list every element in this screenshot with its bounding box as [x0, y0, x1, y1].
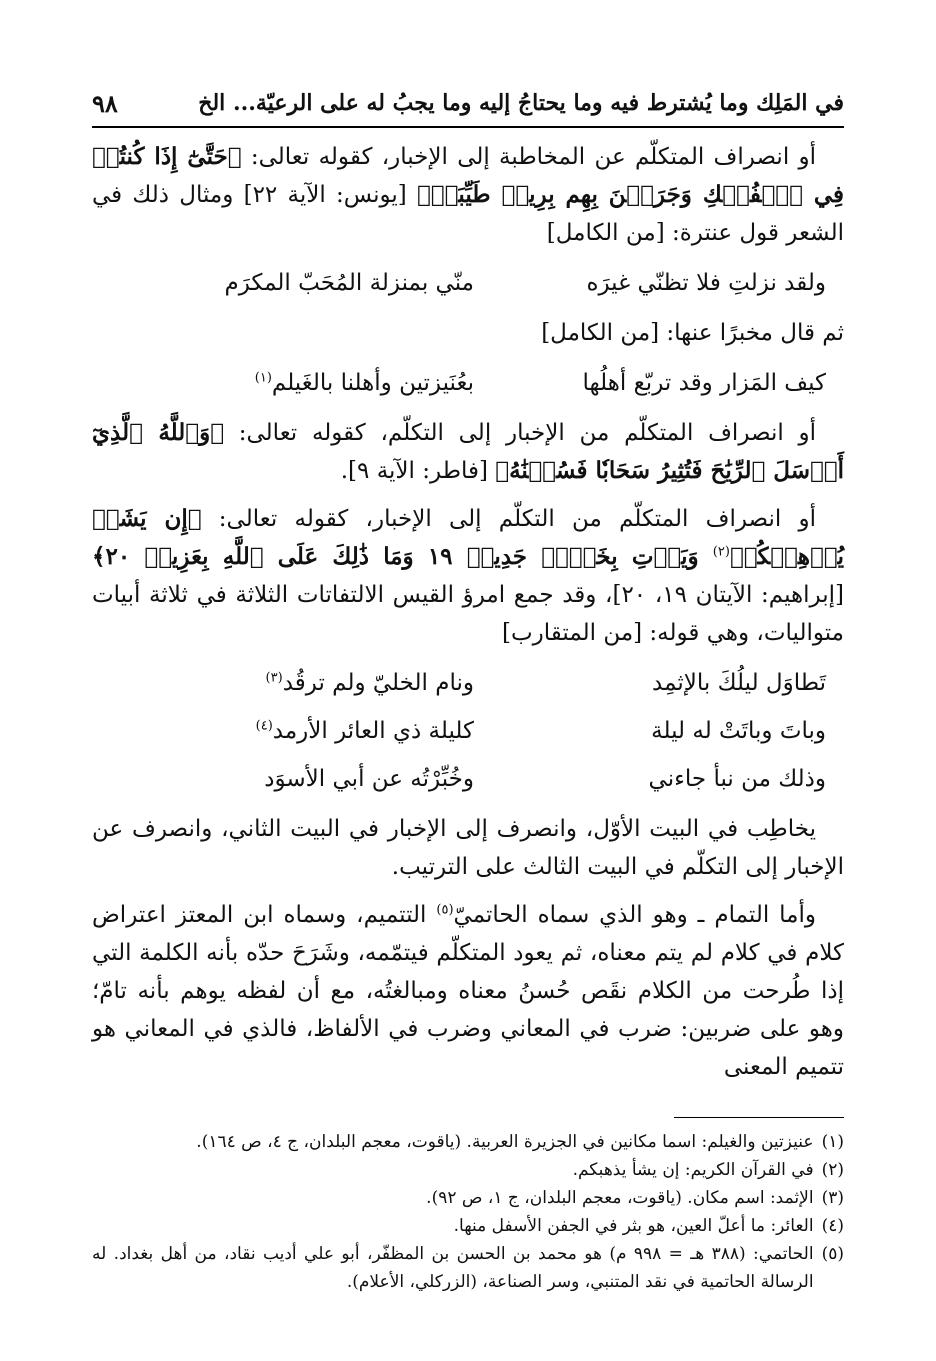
hemistich-second [158, 666, 474, 700]
footnote-text: العائر: ما أعلّ العين، هو بثر في الجفن الأسفل منها. [453, 1216, 814, 1236]
footnote-divider [674, 1117, 844, 1118]
paragraph-text: أو انصراف المتكلّم من التكلّم إلى الإخبار، كقوله تعالى: [201, 506, 816, 532]
paragraph-5: يخاطِب في البيت الأوّل، وانصرف إلى الإخبار في البيت الثاني، وانصرف عن الإخبار إلى التكلّم في البيت الثالث على الترتيب. [92, 816, 844, 880]
hemistich-first: تَطاوَل ليلُكَ بالإثمِد [652, 670, 826, 696]
footnote-text: الحاتمي: (٣٨٨ هـ = ٩٩٨ م) هو محمد بن الحسن بن المظفّر، أبو علي أديب نقاد، من أهل بغداد. له الرسالة الحاتمية في نقد المتنبي، وسر الصناعة، (الزركلي، الأعلام). [92, 1244, 814, 1292]
paragraph-1 [92, 138, 844, 252]
paragraph-text: أو انصراف المتكلّم عن المخاطبة إلى الإخبار، كقوله تعالى: [241, 144, 816, 170]
paragraph-6 [92, 896, 844, 1086]
hemistich-first: كيف المَزار وقد تربّع أهلُها [582, 370, 826, 396]
hemistich-text: ونام الخليّ ولم ترقُد [282, 670, 474, 696]
footnote-number: (٢) [821, 1160, 844, 1180]
quran-verse: ﴿وَٱللَّهُ ٱلَّذِيٓ أَرۡسَلَ ٱلرِّيَٰحَ فَتُثِيرُ سَحَابٗا فَسُقۡنَٰهُ﴾ [92, 419, 844, 484]
page-header [92, 80, 844, 128]
page-number: ٩٨ [92, 88, 118, 118]
hemistich-second [158, 714, 474, 748]
footnote-item [92, 1128, 844, 1156]
paragraph-text: [إبراهيم: الآيتان ١٩، ٢٠]، وقد جمع امرؤ القيس الالتفاتات الثلاثة في ثلاثة أبيات متواليات، وهي قوله: [من المتقارب] [92, 582, 845, 646]
hemistich-text: كليلة ذي العائر الأرمد [272, 718, 474, 744]
footnote-item [92, 1240, 844, 1296]
paragraph-text: وأما التمام ـ وهو الذي سماه الحاتميّ [453, 902, 817, 928]
hemistich-second: وخُبِّرْتُه عن أبي الأسوَد [264, 766, 474, 792]
main-text [92, 138, 844, 1096]
footnote-marker: (٣) [265, 670, 283, 686]
paragraph-text: [فاطر: الآية ٩]. [340, 458, 496, 484]
hemistich-first: وباتَ وباتَتْ له ليلة [651, 718, 826, 744]
hemistich-first: ولقد نزلتِ فلا تظنّي غيرَه [586, 270, 826, 296]
hemistich-second [158, 366, 474, 400]
quran-verse: ﴿إِن يَشَأۡ يُذۡهِبۡكُمۡ [92, 505, 844, 570]
poem-verse-2 [92, 366, 844, 400]
footnote-text: الإثمد: اسم مكان. (ياقوت، معجم البلدان، ج ١، ص ٩٢). [426, 1188, 814, 1208]
hemistich-second: منّي بمنزلة المُحَبّ المكرَم [224, 270, 474, 296]
paragraph-4 [92, 500, 844, 652]
poem-verse-3 [92, 666, 844, 700]
footnote-marker: (٢) [712, 544, 730, 560]
poem-verse-4 [92, 714, 844, 748]
poem-verse-1 [92, 266, 844, 300]
running-title: في المَلِك وما يُشترط فيه وما يحتاجُ إليه وما يجبُ له على الرعيّة... الخ [198, 90, 844, 116]
footnote-marker: (٥) [436, 902, 454, 918]
footnote-marker: (٤) [255, 718, 273, 734]
footnote-item [92, 1156, 844, 1184]
poem-verse-5 [92, 762, 844, 796]
paragraph-2: ثم قال مخبرًا عنها: [من الكامل] [541, 320, 844, 346]
paragraph-text: أو انصراف المتكلّم من الإخبار إلى التكلّم، كقوله تعالى: [224, 420, 816, 446]
paragraph-text: التتميم، وسماه ابن المعتز اعتراض كلام في كلام لم يتم معناه، ثم يعود المتكلّم فيتمّمه، وشَرَحَ حدّه بأنه الكلمة التي إذا طُرحت من الكلام نقَص حُسنُ معناه ومبالغتُه، مع أن لفظه يوهم بأنه تامّ؛ وهو على ضربين: ضرب في المعاني وضرب في الألفاظ، فالذي في المعاني هو تتميم المعنى [92, 902, 844, 1080]
footnote-number: (٥) [821, 1244, 844, 1264]
quran-verse: ﴿حَتَّىٰٓ إِذَا كُنتُمۡ فِي ٱلۡفُلۡكِ وَجَرَيۡنَ بِهِم بِرِيحٖ طَيِّبَةٖ﴾ [92, 143, 844, 208]
footnote-item [92, 1212, 844, 1240]
quran-verse: وَيَأۡتِ بِخَلۡقٖ جَدِيدٖ ١٩ وَمَا ذَٰلِكَ عَلَى ٱللَّهِ بِعَزِيزٖ ٢٠﴾ [92, 543, 713, 570]
paragraph-text: [يونس: الآية ٢٢] ومثال ذلك في الشعر قول عنترة: [من الكامل] [92, 182, 844, 246]
footnotes [92, 1128, 844, 1296]
footnote-number: (٤) [821, 1216, 844, 1236]
hemistich-text: بعُنَيزتين وأهلنا بالغَيلم [271, 370, 474, 396]
footnote-marker: (١) [254, 370, 272, 386]
footnote-number: (٣) [821, 1188, 844, 1208]
paragraph-3 [92, 414, 844, 490]
footnote-number: (١) [821, 1132, 844, 1152]
hemistich-first: وذلك من نبأ جاءني [648, 766, 826, 792]
footnote-text: في القرآن الكريم: إن يشأ يذهبكم. [572, 1160, 814, 1180]
footnote-text: عنيزتين والغيلم: اسما مكانين في الجزيرة العربية. (ياقوت، معجم البلدان، ج ٤، ص ١٦٤). [196, 1132, 814, 1152]
footnote-item [92, 1184, 844, 1212]
